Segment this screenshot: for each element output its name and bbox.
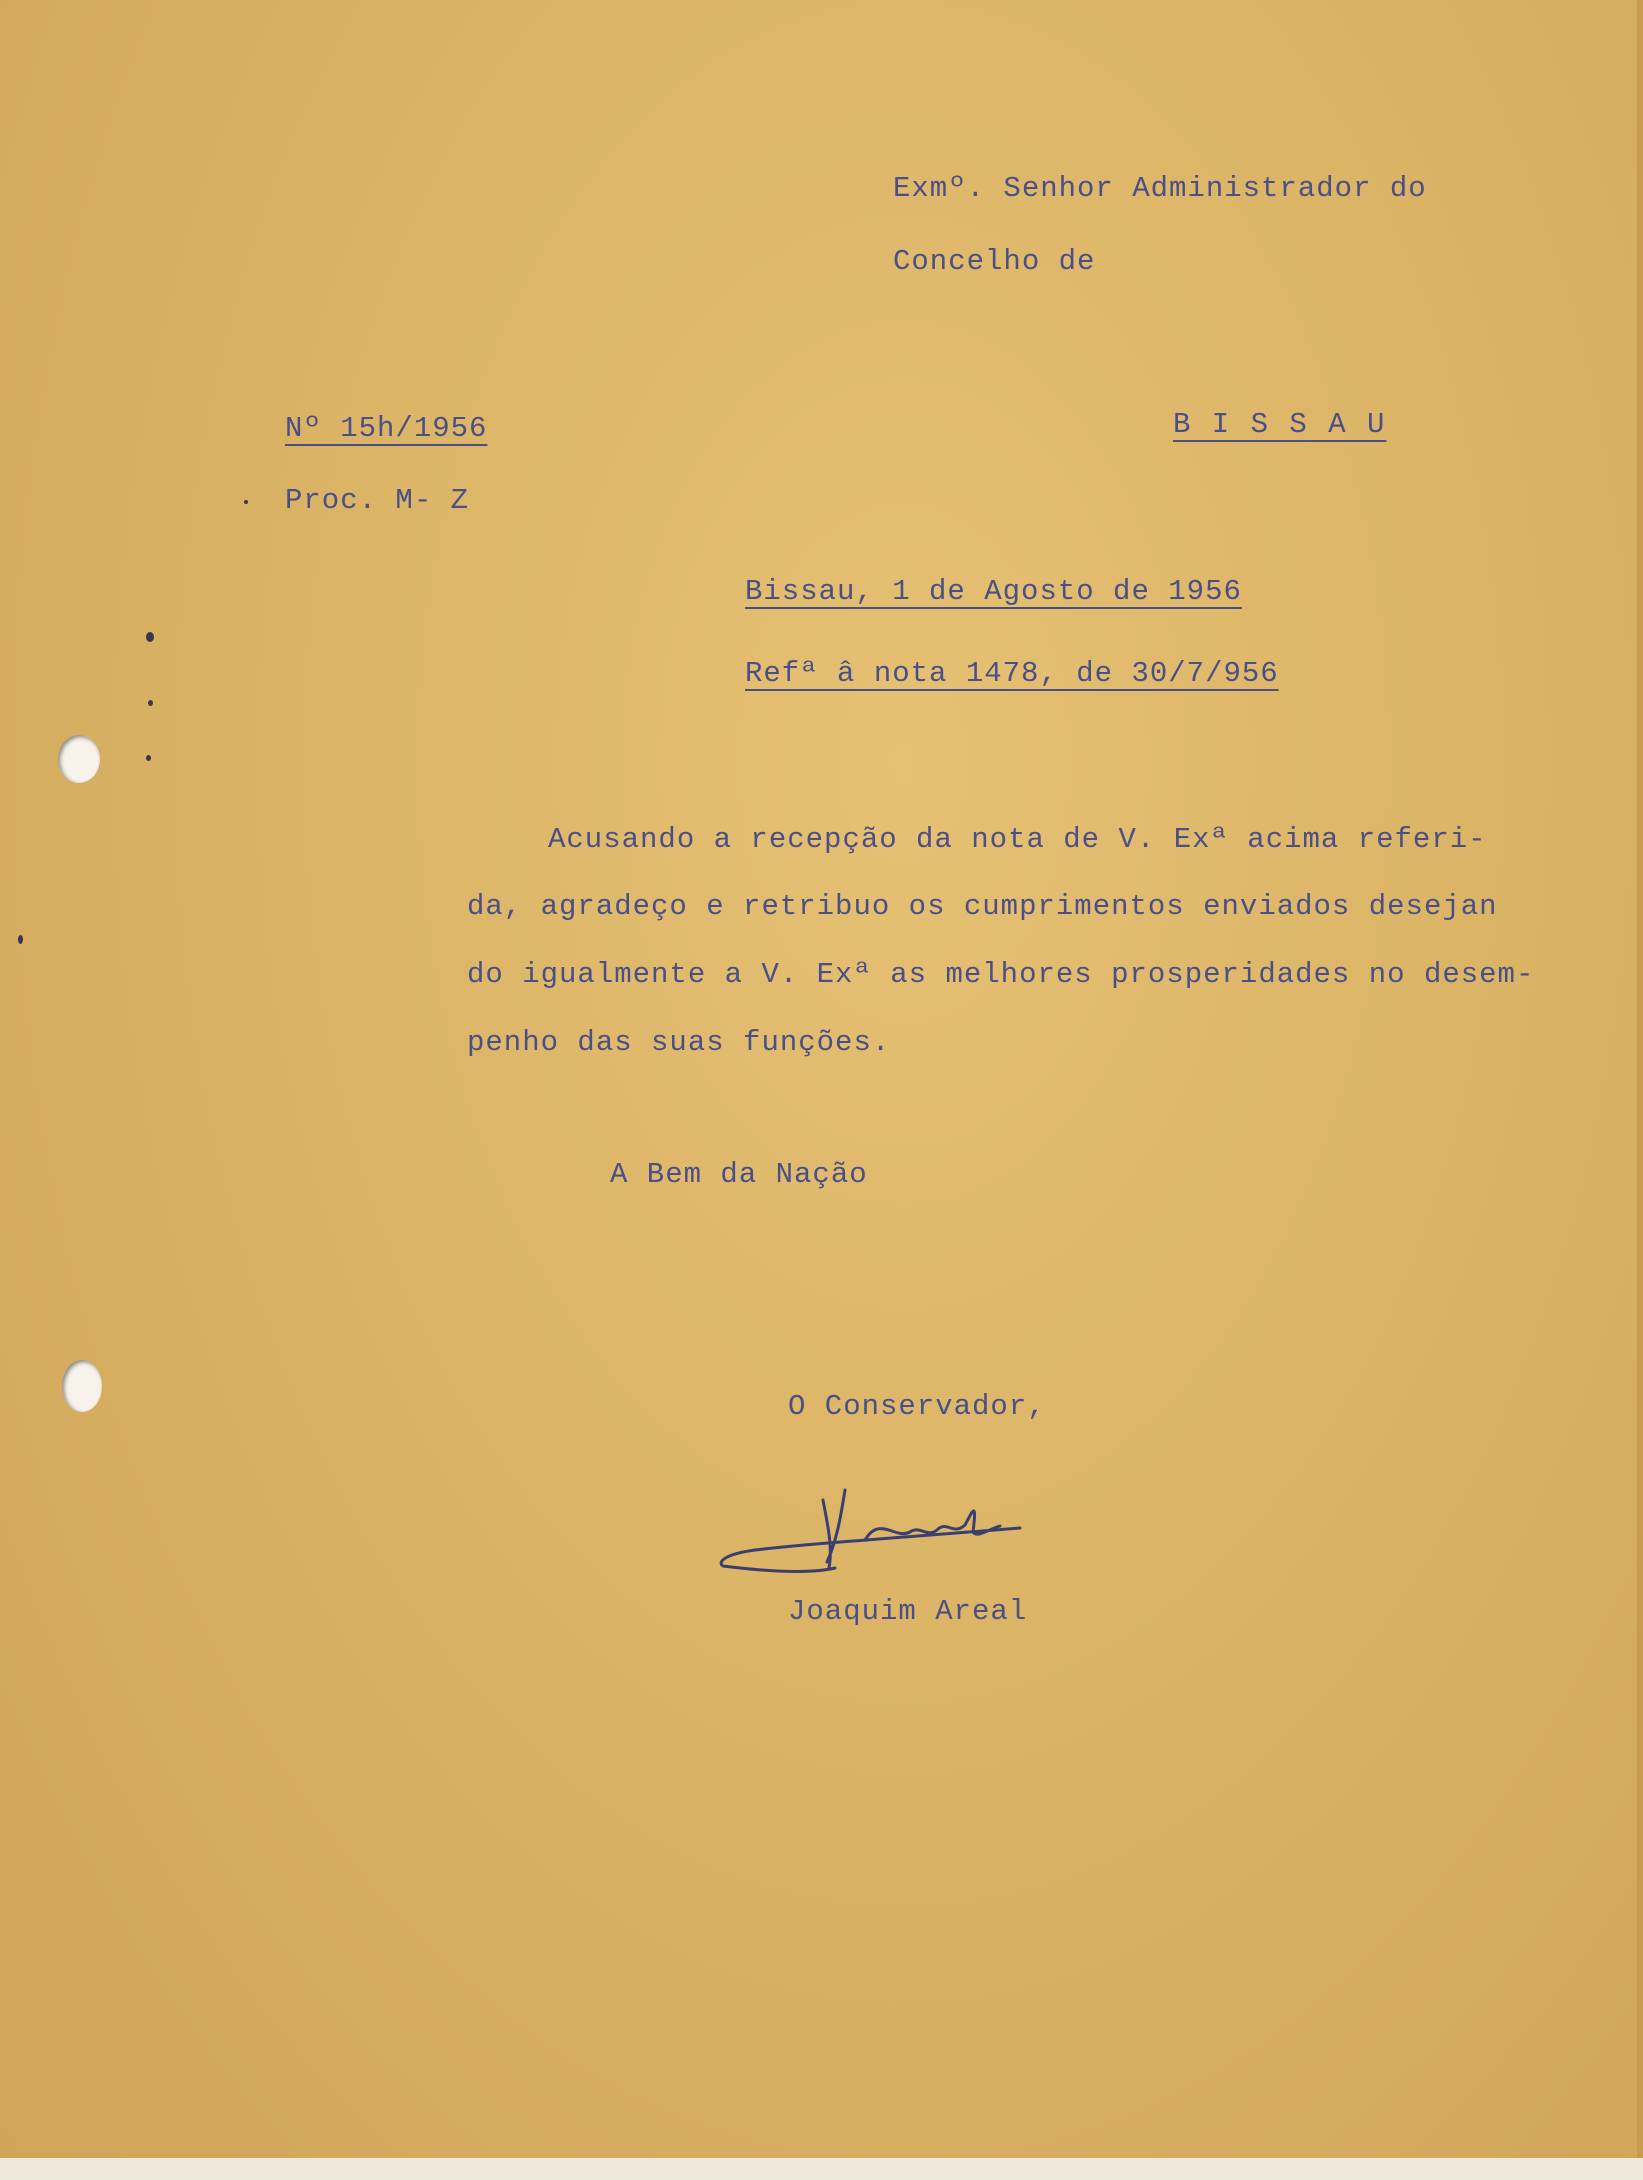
paper-right-edge — [1637, 0, 1643, 2180]
ink-speck — [244, 500, 248, 504]
process-reference: Proc. M- Z — [285, 484, 470, 517]
ink-speck — [18, 935, 23, 944]
body-line-4: penho das suas funções. — [467, 1026, 891, 1059]
signatory-name: Joaquim Areal — [788, 1595, 1028, 1628]
addressee-city: B I S S A U — [1173, 408, 1387, 441]
punch-hole-bottom — [62, 1360, 102, 1412]
ink-speck — [146, 632, 154, 642]
handwritten-signature — [715, 1470, 1055, 1600]
addressee-line-1: Exmº. Senhor Administrador do — [893, 172, 1427, 205]
reference-note: Refª â nota 1478, de 30/7/956 — [745, 657, 1279, 690]
closing-salutation: A Bem da Nação — [610, 1158, 868, 1191]
ink-speck — [148, 700, 153, 706]
addressee-line-2: Concelho de — [893, 245, 1096, 278]
date-line: Bissau, 1 de Agosto de 1956 — [745, 575, 1242, 608]
punch-hole-top — [58, 735, 100, 783]
signatory-title: O Conservador, — [788, 1390, 1046, 1423]
paper-bottom-edge — [0, 2158, 1643, 2180]
body-line-2: da, agradeço e retribuo os cumprimentos enviados desejan — [467, 890, 1498, 923]
reference-number: Nº 15h/1956 — [285, 412, 488, 445]
body-line-1: Acusando a recepção da nota de V. Exª acima referi- — [548, 823, 1487, 856]
ink-speck — [146, 755, 151, 761]
body-line-3: do igualmente a V. Exª as melhores prosperidades no desem- — [467, 958, 1535, 991]
